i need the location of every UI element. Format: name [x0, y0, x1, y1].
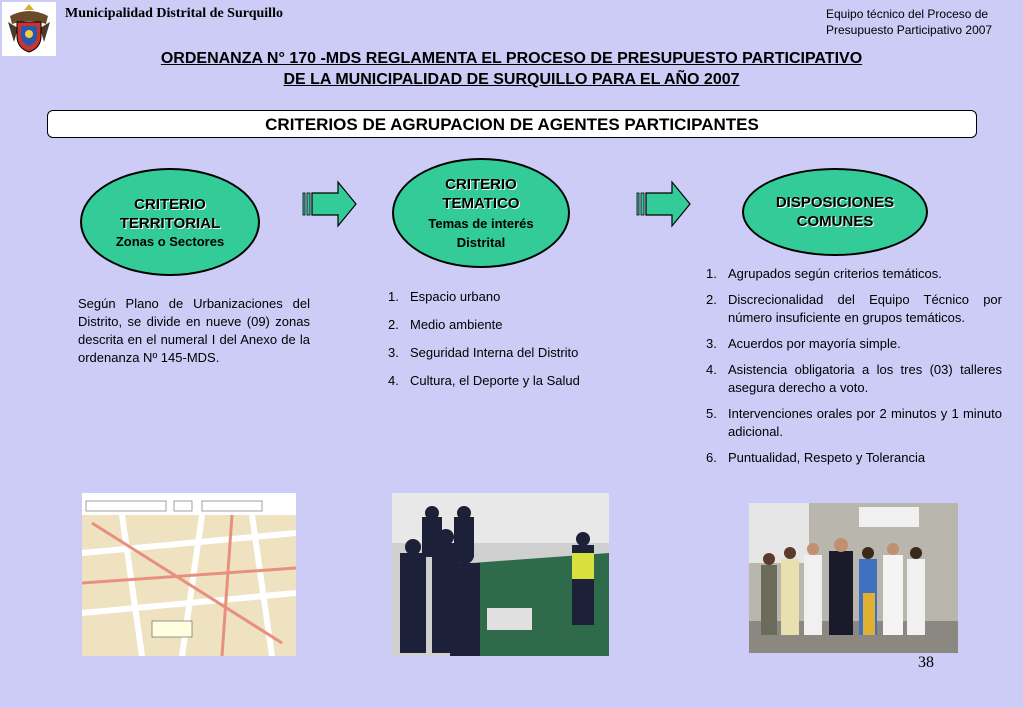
- section-banner: CRITERIOS DE AGRUPACION DE AGENTES PARTICIPANTES: [47, 110, 977, 138]
- list-item-text: Medio ambiente: [410, 317, 503, 332]
- page-title: [30, 48, 993, 90]
- participants-group-photo: [749, 503, 958, 653]
- team-note-line: Equipo técnico del Proceso de: [826, 7, 989, 21]
- thematic-criterion-oval: [392, 158, 570, 268]
- common-rules-list: [706, 265, 1002, 475]
- list-item: [388, 372, 638, 390]
- list-item: [706, 449, 1002, 467]
- criterion-heading: DISPOSICIONES: [775, 194, 895, 211]
- page-number: 38: [918, 654, 934, 671]
- police-officers-photo: [392, 493, 609, 656]
- theme-list: [388, 288, 638, 400]
- list-item-number: 4.: [388, 373, 399, 388]
- list-item: [706, 335, 1002, 353]
- list-item: [706, 405, 1002, 441]
- list-item-number: 4.: [706, 362, 717, 377]
- right-arrow-icon: [636, 180, 692, 228]
- criterion-subtitle: Distrital: [456, 235, 506, 250]
- list-item-text: Agrupados según criterios temáticos.: [728, 266, 942, 281]
- list-item: [706, 265, 1002, 283]
- list-item-number: 1.: [706, 266, 717, 281]
- right-arrow-icon: [302, 180, 358, 228]
- list-item-number: 2.: [388, 317, 399, 332]
- territorial-criterion-oval: [80, 168, 260, 276]
- list-item-text: Puntualidad, Respeto y Tolerancia: [728, 450, 926, 465]
- list-item-number: 5.: [706, 406, 717, 421]
- list-item-text: Discrecionalidad del Equipo Técnico por número insuficiente en grupos temáticos.: [728, 292, 1002, 325]
- team-note: [826, 6, 1016, 38]
- common-provisions-oval: [742, 168, 928, 256]
- list-item: [388, 316, 638, 334]
- list-item: [706, 361, 1002, 397]
- criterion-heading: TEMATICO: [442, 195, 520, 212]
- page-title-line: DE LA MUNICIPALIDAD DE SURQUILLO PARA EL AÑO 2007: [283, 71, 740, 88]
- criterion-subtitle: Temas de interés: [428, 216, 534, 231]
- criterion-heading: CRITERIO: [445, 176, 517, 193]
- list-item-text: Espacio urbano: [410, 289, 501, 304]
- list-item-number: 2.: [706, 292, 717, 307]
- list-item-text: Seguridad Interna del Distrito: [410, 345, 579, 360]
- criterion-heading: TERRITORIAL: [119, 214, 221, 232]
- list-item-text: Cultura, el Deporte y la Salud: [410, 373, 580, 388]
- team-note-line: Presupuesto Participativo 2007: [826, 23, 993, 37]
- list-item-number: 3.: [388, 345, 399, 360]
- list-item-number: 3.: [706, 336, 717, 351]
- criterion-heading: COMUNES: [796, 213, 874, 230]
- list-item: [388, 288, 638, 306]
- list-item: [388, 344, 638, 362]
- territorial-description: Según Plano de Urbanizaciones del Distrito, se divide en nueve (09) zonas descrita en el numeral I del Anexo de la ordenanza Nº 145-MDS.: [78, 296, 310, 365]
- criterion-subtitle: Zonas o Sectores: [115, 233, 225, 249]
- criterion-heading: CRITERIO: [134, 195, 206, 213]
- page-title-line: ORDENANZA N° 170 -MDS REGLAMENTA EL PROCESO DE PRESUPUESTO PARTICIPATIVO: [160, 50, 863, 67]
- list-item-number: 1.: [388, 289, 399, 304]
- district-map-image: [82, 493, 296, 656]
- list-item: [706, 291, 1002, 327]
- list-item-number: 6.: [706, 450, 717, 465]
- list-item-text: Asistencia obligatoria a los tres (03) talleres asegura derecho a voto.: [728, 362, 1002, 395]
- list-item-text: Intervenciones orales por 2 minutos y 1 minuto adicional.: [728, 406, 1002, 439]
- municipality-name: Municipalidad Distrital de Surquillo: [65, 6, 283, 21]
- list-item-text: Acuerdos por mayoría simple.: [728, 336, 901, 351]
